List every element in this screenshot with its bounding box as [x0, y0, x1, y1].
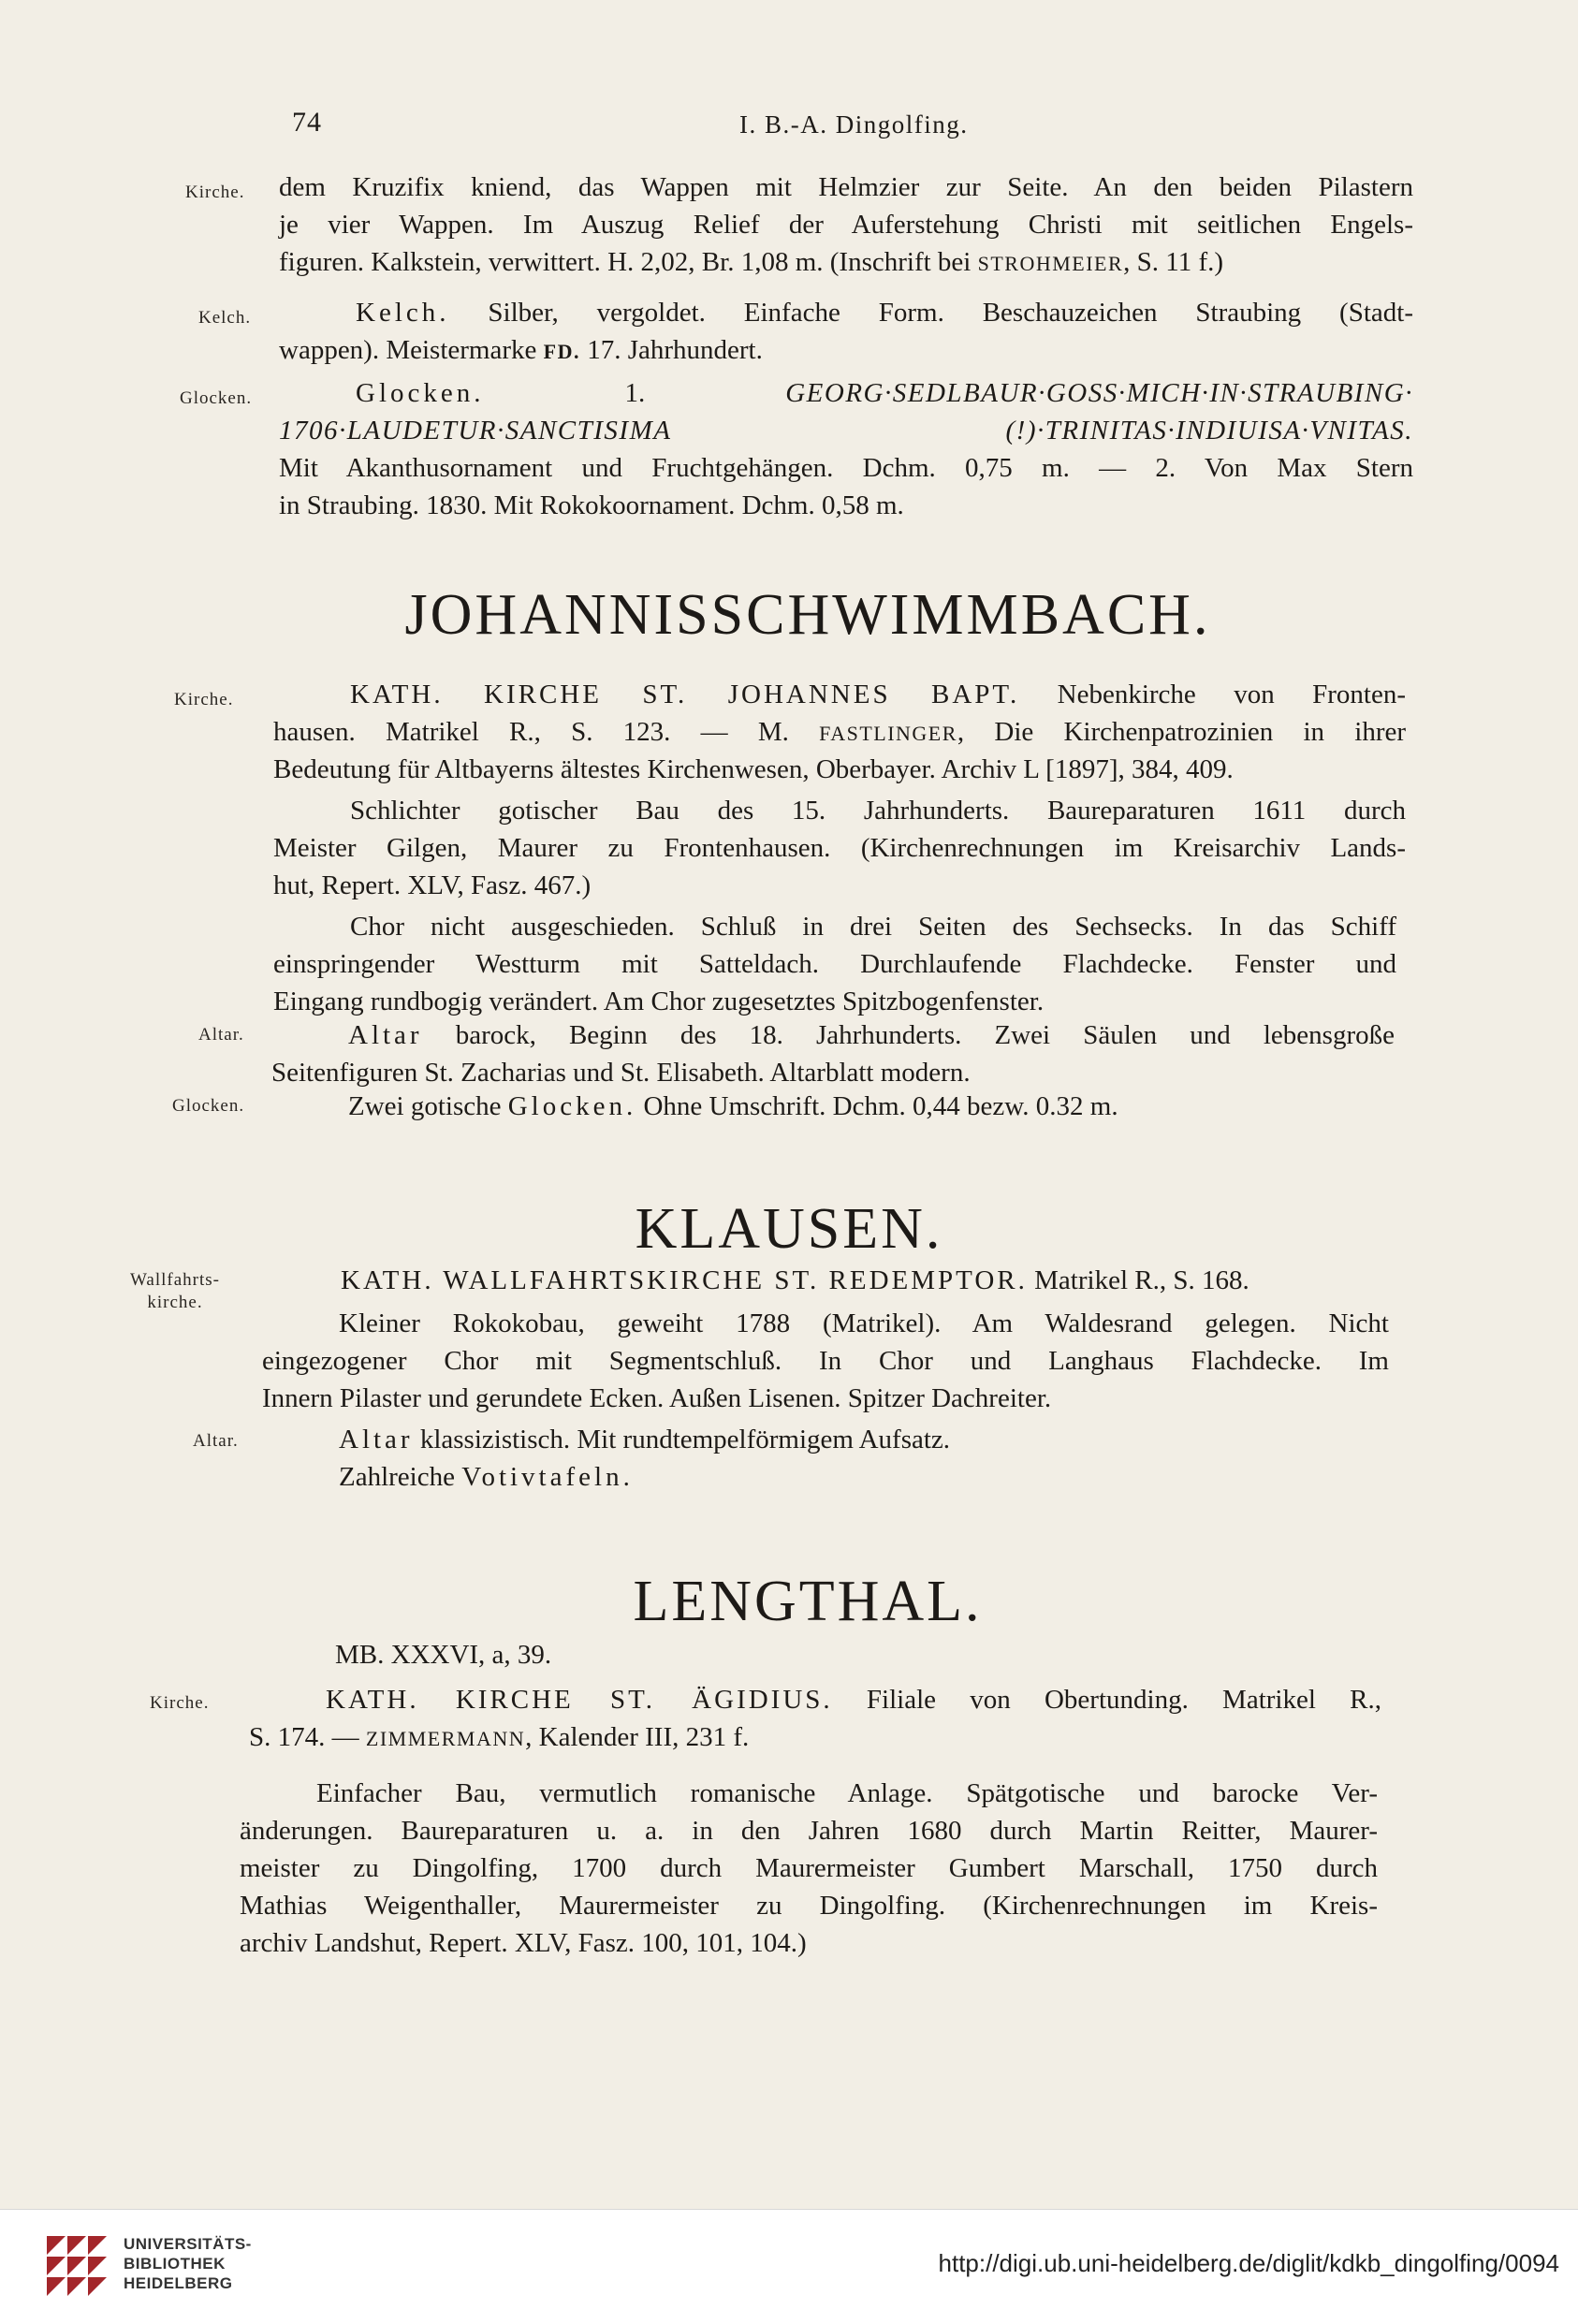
text-line: dem Kruzifix kniend, das Wappen mit Helmzier zur Seite. An den beiden Pilastern	[279, 172, 1413, 202]
klausen-bau-paragraph	[262, 1305, 1389, 1417]
text-line: Zwei gotische Glocken. Ohne Umschrift. Dchm. 0,44 bezw. 0.32 m.	[348, 1091, 1118, 1121]
page-number: 74	[292, 107, 322, 138]
klausen-kirche-entry	[264, 1262, 1387, 1299]
section-title-johannisschwimmbach: JOHANNISSCHWIMMBACH.	[404, 583, 1211, 647]
master-mark: FD.	[543, 340, 580, 363]
text-line: Einfacher Bau, vermutlich romanische Anlage. Spätgotische und barocke Ver-	[316, 1778, 1378, 1808]
library-name	[124, 2234, 252, 2293]
library-name-line: HEIDELBERG	[124, 2274, 233, 2292]
label-line: Wallfahrts-	[130, 1270, 220, 1290]
johannis-kirche-entry	[273, 676, 1406, 788]
author-name: STROHMEIER	[977, 252, 1124, 275]
lengthal-reference	[258, 1636, 1381, 1674]
text-line: eingezogener Chor mit Segmentschluß. In Chor und Langhaus Flachdecke. Im	[262, 1346, 1389, 1376]
church-heading: KATH. KIRCHE ST. ÄGIDIUS.	[326, 1685, 833, 1715]
votivtafeln-keyword: Votivtafeln.	[461, 1462, 634, 1492]
text-line: MB. XXXVI, a, 39.	[335, 1640, 552, 1670]
bell-inscription: GEORG·SEDLBAUR·GOSS·MICH·IN·STRAUBING·	[785, 378, 1413, 408]
margin-label-kirche: Kirche.	[185, 183, 245, 202]
section-title-lengthal: LENGTHAL.	[633, 1570, 983, 1633]
text-line: KATH. KIRCHE ST. ÄGIDIUS. Filiale von Obertunding. Matrikel R.,	[326, 1685, 1381, 1715]
text-line: Altar klassizistisch. Mit rundtempelförmigem Aufsatz.	[339, 1425, 951, 1454]
church-heading: KATH. WALLFAHRTSKIRCHE ST. REDEMPTOR.	[341, 1265, 1028, 1295]
johannis-bau-paragraph	[273, 792, 1406, 904]
text-line: Chor nicht ausgeschieden. Schluß in drei Seiten des Sechsecks. In das Schiff	[350, 912, 1396, 942]
text-line: Schlichter gotischer Bau des 15. Jahrhunderts. Baureparaturen 1611 durch	[350, 796, 1406, 826]
klausen-altar-entry	[262, 1421, 1385, 1496]
text-line: archiv Landshut, Repert. XLV, Fasz. 100, 101, 104.)	[240, 1928, 807, 1958]
lengthal-bau-paragraph	[240, 1775, 1378, 1962]
lengthal-kirche-entry	[249, 1681, 1381, 1756]
author-name: ZIMMERMANN	[365, 1727, 526, 1750]
johannis-glocken-entry	[271, 1088, 1395, 1125]
text-line: je vier Wappen. Im Auszug Relief der Auferstehung Christi mit seitlichen Engels-	[279, 210, 1413, 240]
kelch-keyword: Kelch.	[356, 298, 450, 328]
text-line: KATH. KIRCHE ST. JOHANNES BAPT. Nebenkirche von Fronten-	[350, 680, 1406, 709]
margin-label-kirche: Kirche.	[150, 1693, 210, 1713]
text-line: in Straubing. 1830. Mit Rokokoornament. Dchm. 0,58 m.	[279, 490, 904, 520]
text-line	[279, 412, 1413, 449]
text-line: Eingang rundbogig verändert. Am Chor zugesetztes Spitzbogenfenster.	[273, 987, 1045, 1016]
text-line: Mathias Weigenthaller, Maurermeister zu Dingolfing. (Kirchenrechnungen im Kreis-	[240, 1891, 1378, 1921]
altar-keyword: Altar	[348, 1020, 423, 1050]
author-name: FASTLINGER	[819, 722, 957, 745]
footer-bar	[0, 2209, 1578, 2324]
text-line: S. 174. — ZIMMERMANN, Kalender III, 231 f.	[249, 1722, 750, 1752]
johannis-chor-paragraph	[273, 908, 1396, 1020]
library-name-line: BIBLIOTHEK	[124, 2255, 226, 2273]
source-url[interactable]: http://digi.ub.uni-heidelberg.de/diglit/kdkb_dingolfing/0094	[938, 2249, 1559, 2277]
margin-label-kirche: Kirche.	[174, 690, 234, 709]
text-line: Seitenfiguren St. Zacharias und St. Elisabeth. Altarblatt modern.	[271, 1058, 971, 1088]
margin-label-kelch: Kelch.	[198, 308, 252, 328]
altar-keyword: Altar	[339, 1425, 414, 1454]
glocken-entry	[279, 374, 1413, 524]
library-name-line: UNIVERSITÄTS-	[124, 2235, 252, 2253]
margin-label-glocken: Glocken.	[180, 388, 253, 408]
text-line: hut, Repert. XLV, Fasz. 467.)	[273, 870, 592, 900]
text-line: Zahlreiche Votivtafeln.	[339, 1462, 634, 1492]
section-title-klausen: KLAUSEN.	[635, 1197, 943, 1261]
text-line: meister zu Dingolfing, 1700 durch Maurermeister Gumbert Marschall, 1750 durch	[240, 1853, 1378, 1883]
johannis-altar-entry	[271, 1016, 1395, 1091]
text-line: Mit Akanthusornament und Fruchtgehängen. Dchm. 0,75 m. — 2. Von Max Stern	[279, 453, 1413, 483]
text-line: Meister Gilgen, Maurer zu Frontenhausen. (Kirchenrechnungen im Kreisarchiv Lands-	[273, 833, 1406, 863]
text-line: wappen). Meistermarke FD. 17. Jahrhundert.	[279, 335, 763, 365]
kirche-continuation	[279, 168, 1413, 281]
glocken-keyword: Glocken.	[356, 378, 485, 408]
text-line: Glocken. 1. GEORG·SEDLBAUR·GOSS·MICH·IN·STRAUBING·	[356, 378, 1413, 408]
label-line: kirche.	[147, 1293, 203, 1312]
text-line: Kleiner Rokokobau, geweiht 1788 (Matrikel). Am Waldesrand gelegen. Nicht	[339, 1308, 1389, 1338]
margin-label-altar: Altar.	[193, 1431, 239, 1451]
text-line: Bedeutung für Altbayerns ältestes Kirchenwesen, Oberbayer. Archiv L [1897], 384, 409.	[273, 754, 1234, 784]
text-line: Altar barock, Beginn des 18. Jahrhunderts. Zwei Säulen und lebensgroße	[348, 1020, 1395, 1050]
text-line: figuren. Kalkstein, verwittert. H. 2,02, Br. 1,08 m. (Inschrift bei STROHMEIER, S. 11 f.)	[279, 247, 1224, 277]
text-line: einspringender Westturm mit Satteldach. Durchlaufende Flachdecke. Fenster und	[273, 949, 1396, 979]
bell-inscription: 1706·LAUDETUR·SANCTISIMA (!)·TRINITAS·INDIUISA·VNITAS.	[279, 416, 1413, 446]
margin-label-altar: Altar.	[198, 1025, 244, 1045]
text-line: Innern Pilaster und gerundete Ecken. Außen Lisenen. Spitzer Dachreiter.	[262, 1383, 1052, 1413]
glocken-keyword: Glocken.	[507, 1091, 637, 1121]
text-line: KATH. WALLFAHRTSKIRCHE ST. REDEMPTOR. Matrikel R., S. 168.	[341, 1265, 1249, 1295]
running-title: I. B.-A. Dingolfing.	[739, 110, 969, 139]
church-heading: KATH. KIRCHE ST. JOHANNES BAPT.	[350, 680, 1020, 709]
text-line: hausen. Matrikel R., S. 123. — M. FASTLINGER, Die Kirchenpatrozinien in ihrer	[273, 717, 1407, 747]
page-header	[0, 107, 1578, 144]
text-line: Kelch. Silber, vergoldet. Einfache Form. Beschauzeichen Straubing (Stadt-	[356, 298, 1413, 328]
text-line: änderungen. Baureparaturen u. a. in den Jahren 1680 durch Martin Reitter, Maurer-	[240, 1816, 1378, 1846]
kelch-entry	[279, 294, 1413, 369]
margin-label-wallfahrtskirche	[109, 1269, 241, 1314]
university-library-logo-icon	[43, 2232, 110, 2300]
margin-label-glocken: Glocken.	[172, 1096, 245, 1116]
